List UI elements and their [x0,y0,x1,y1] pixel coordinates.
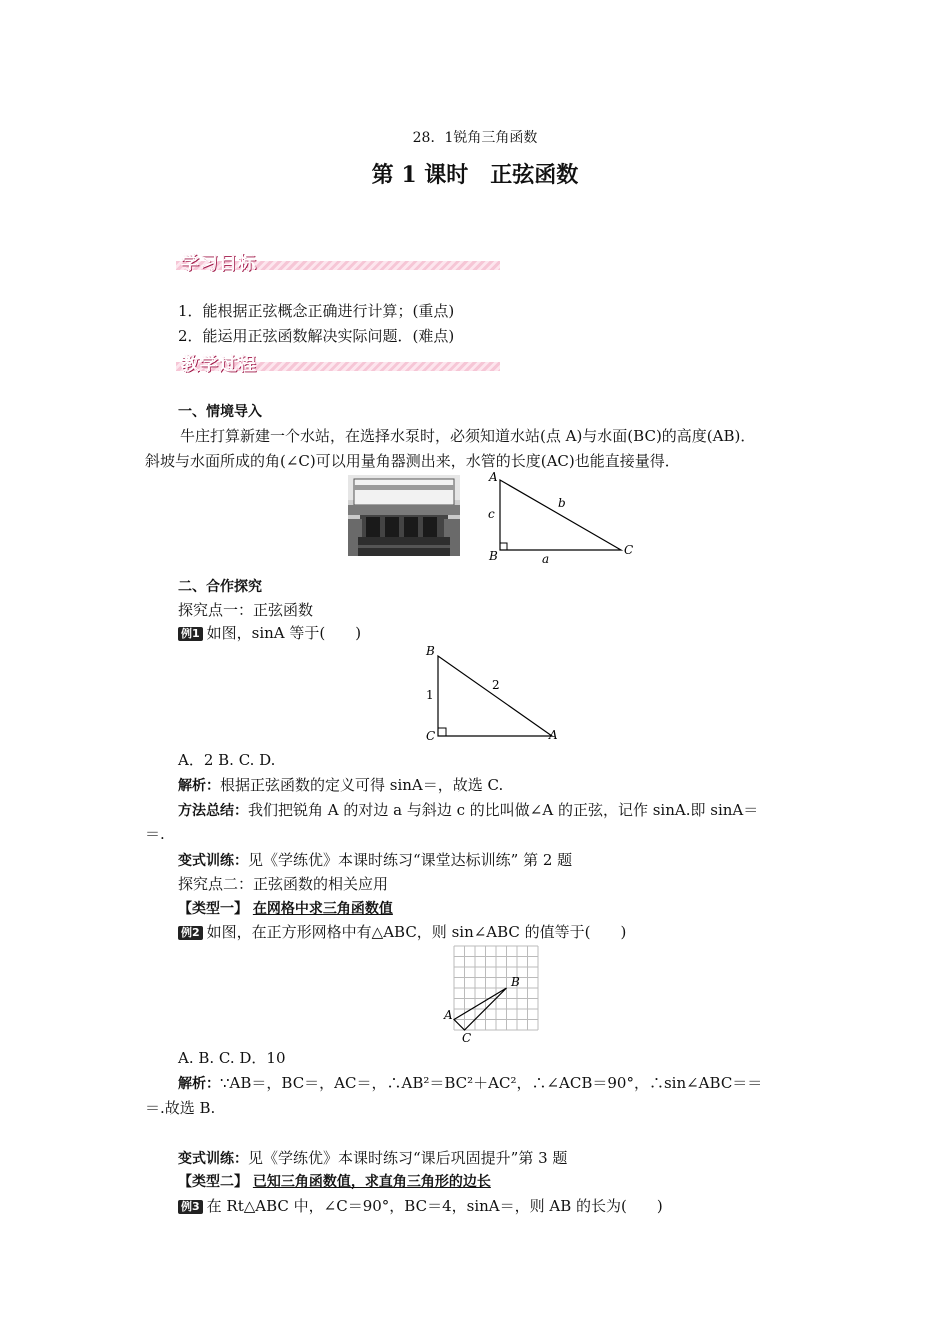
explore-point: 探究点一：正弦函数 [178,601,314,619]
vertex-label: B [511,975,520,989]
vertex-label: A [489,470,498,484]
goal-item: 2．能运用正弦函数解决实际问题．(难点) [178,327,455,345]
grid-figure [440,944,546,1046]
section-heading: 二、合作探究 [178,579,262,595]
goal-item: 1．能根据正弦概念正确进行计算；(重点) [178,302,455,320]
vertex-label: A [549,728,558,742]
lesson-title: 第 1 课时 正弦函数 [371,162,579,188]
example-text: 如图，在正方形网格中有△ABC，则 sin∠ABC 的值等于( ) [206,923,627,941]
options: A．2 B. C. D. [178,751,276,769]
analysis-text: ∵AB＝，BC＝，AC＝，∴AB²＝BC²＋AC²，∴∠ACB＝90°，∴sin∠ABC＝＝ [220,1074,763,1092]
vertex-label: A [444,1008,453,1022]
type-text: 在网格中求三角函数值 [252,901,393,917]
type-text: 已知三角函数值，求直角三角形的边长 [252,1174,491,1190]
paragraph: 斜坡与水面所成的角(∠C)可以用量角器测出来，水管的长度(AC)也能直接量得． [145,452,680,470]
type-heading [178,899,393,919]
variant-text: 见《学练优》本课时练习“课后巩固提升”第 3 题 [248,1149,568,1167]
variant-text: 见《学练优》本课时练习“课堂达标训练” 第 2 题 [248,851,573,869]
triangle-figure-1 [484,470,644,566]
variant-label: 变式训练： [178,853,248,869]
example-1 [178,623,361,643]
goals-banner-label: 学习目标 [181,253,257,274]
analysis-label: 解析： [178,778,220,794]
side-label: c [488,507,495,521]
explore-point: 探究点二：正弦函数的相关应用 [178,875,389,893]
vertex-label: B [489,549,498,563]
side-label: b [558,496,566,510]
vertex-label: C [462,1031,472,1045]
analysis-continued: ＝.故选 B. [145,1099,216,1117]
example-text: 在 Rt△ABC 中，∠C＝90°，BC＝4，sinA＝，则 AB 的长为( ) [206,1197,663,1215]
vertex-label: B [426,644,435,658]
analysis-text: 根据正弦函数的定义可得 sinA＝，故选 C. [220,776,504,794]
type-heading [178,1172,491,1192]
lesson-subtitle: 28．1锐角三角函数 [412,130,538,146]
method-continued: ＝. [145,825,165,843]
method-label: 方法总结： [178,803,248,819]
side-label: 2 [492,678,500,692]
section-heading: 一、情境导入 [178,404,262,420]
example-2 [178,922,626,942]
vertex-label: C [426,729,436,743]
process-banner-label: 教学过程 [181,354,257,375]
process-banner [176,350,500,374]
side-label: 1 [426,688,434,702]
example-tag: 例3 [178,1200,203,1214]
variant-training [178,850,572,871]
example-tag: 例2 [178,926,203,940]
example-3 [178,1196,663,1216]
analysis [178,775,503,796]
options: A. B. C. D．10 [178,1049,286,1067]
method-text: 我们把锐角 A 的对边 a 与斜边 c 的比叫做∠A 的正弦，记作 sinA.即 sinA＝ [248,801,759,819]
analysis-label: 解析： [178,1076,220,1092]
paragraph: 牛庄打算新建一个水站，在选择水泵时，必须知道水站(点 A)与水面(BC)的高度(AB)． [180,427,756,445]
variant-label: 变式训练： [178,1151,248,1167]
variant-training [178,1148,567,1169]
type-label: 【类型二】 [178,1174,248,1190]
triangle-figure-2 [420,642,570,746]
water-station-photo [348,475,460,556]
example-tag: 例1 [178,627,203,641]
example-text: 如图，sinA 等于( ) [206,624,362,642]
method-summary [178,800,758,821]
analysis [178,1073,762,1094]
type-label: 【类型一】 [178,901,248,917]
vertex-label: C [624,543,634,557]
side-label: a [542,552,550,566]
goals-banner [176,249,500,273]
